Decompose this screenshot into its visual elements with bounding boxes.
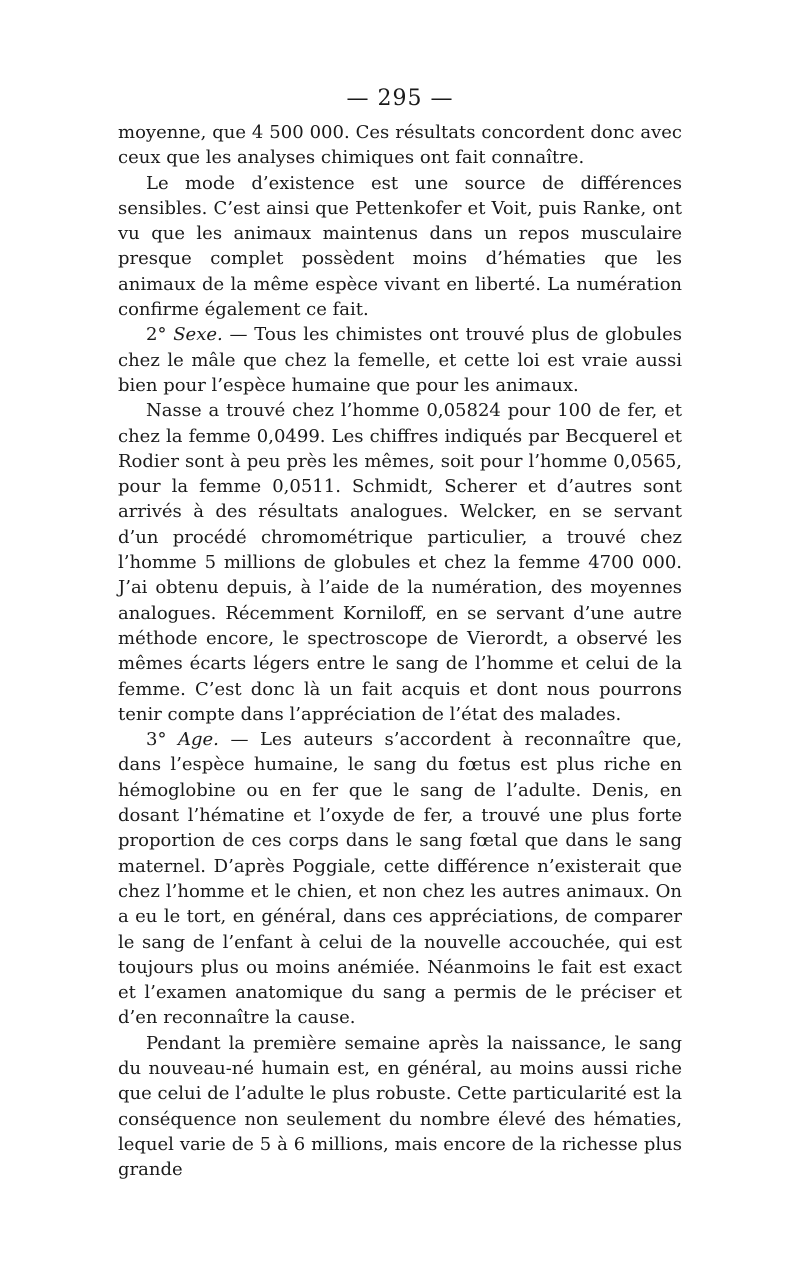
paragraph-premiere-semaine: [118, 1031, 682, 1183]
page-number: — 295 —: [346, 86, 454, 111]
paragraph-text: Le mode d’existence est une source de différences sensibles. C’est ainsi que Pettenkofer et Voit, puis Ranke, ont vu que les animaux maintenus dans un repos musculaire presque complet possèdent moins d’hématies que les animaux de la même espèce vivant en liberté. La numération confirme également ce fait.: [118, 172, 682, 321]
section-number: 3°: [146, 729, 178, 751]
paragraph-mode-existence: [118, 171, 682, 323]
paragraph-continuation: [118, 120, 682, 171]
paragraph-text: — Les auteurs s’accordent à reconnaître que, dans l’espèce humaine, le sang du fœtus est plus riche en hémoglobine ou en fer que le sang de l’adulte. Denis, en dosant l’hématine et l’oxyde de fer, a trouvé une plus forte proportion de ces corps dans le sang fœtal que dans le sang maternel. D’après Poggiale, cette différence n’existerait que chez l’homme et le chien, et non chez les autres animaux. On a eu le tort, en général, dans ces appréciations, de comparer le sang de l’enfant à celui de la nouvelle accouchée, qui est toujours plus ou moins anémiée. Néanmoins le fait est exact et l’examen anatomique du sang a permis de le préciser et d’en reconnaître la cause.: [118, 729, 682, 1029]
paragraph-text: — Tous les chimistes ont trouvé plus de globules chez le mâle que chez la femelle, et cette loi est vraie aussi bien pour l’espèce humaine que pour les animaux.: [118, 324, 682, 396]
paragraph-sexe: [118, 322, 682, 398]
paragraph-text: Pendant la première semaine après la naissance, le sang du nouveau-né humain est, en général, au moins aussi riche que celui de l’adulte le plus robuste. Cette particularité est la conséquence non seulement du nombre élevé des hématies, lequel varie de 5 à 6 millions, mais encore de la richesse plus grande: [118, 1032, 682, 1181]
section-number: 2°: [146, 324, 174, 346]
paragraph-nasse: [118, 398, 682, 727]
section-heading-age: Age.: [178, 729, 219, 751]
body-text: [118, 120, 682, 1182]
section-heading-sexe: Sexe.: [173, 324, 223, 346]
paragraph-age: [118, 727, 682, 1031]
paragraph-text: moyenne, que 4 500 000. Ces résultats concordent donc avec ceux que les analyses chimiques ont fait connaître.: [118, 122, 682, 169]
paragraph-text: Nasse a trouvé chez l’homme 0,05824 pour 100 de fer, et chez la femme 0,0499. Les chiffres indiqués par Becquerel et Rodier sont à peu près les mêmes, soit pour l’homme 0,0565, pour la femme 0,0511. Schmidt, Scherer et d’autres sont arrivés à des résultats analogues. Welcker, en se servant d’un procédé chromométrique particulier, a trouvé chez l’homme 5 millions de globules et chez la femme 4700 000. J’ai obtenu depuis, à l’aide de la numération, des moyennes analogues. Récemment Korniloff, en se servant d’une autre méthode encore, le spectroscope de Vierordt, a observé les mêmes écarts légers entre le sang de l’homme et celui de la femme. C’est donc là un fait acquis et dont nous pourrons tenir compte dans l’appréciation de l’état des malades.: [118, 400, 682, 725]
